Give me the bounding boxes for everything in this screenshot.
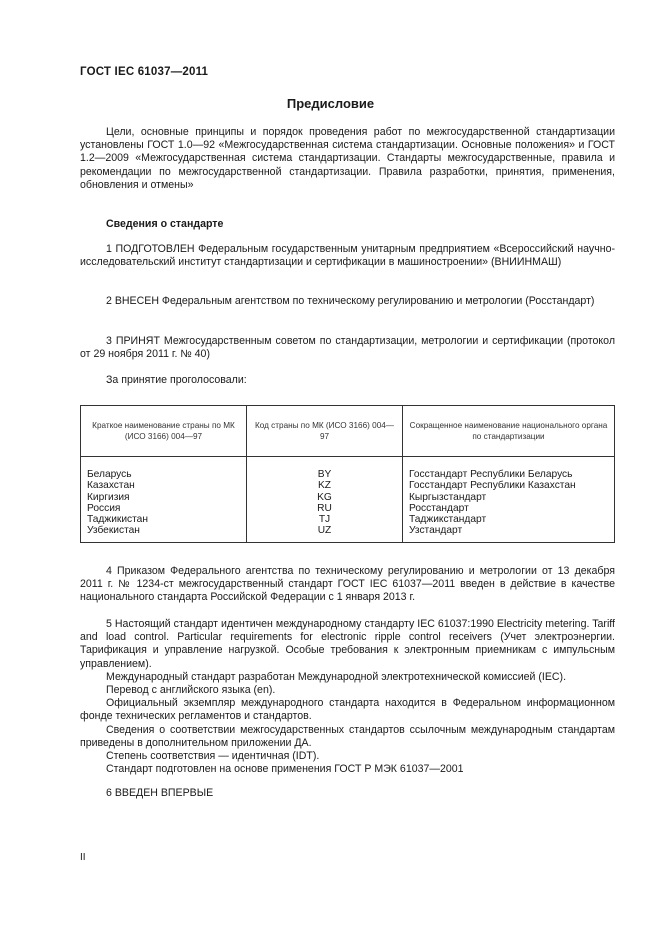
item-2-submitted: 2 ВНЕСЕН Федеральным агентством по техническому регулированию и метрологии (Росстандарт) (106, 295, 595, 307)
standards-body: Кыргызстандарт (409, 491, 487, 503)
item-5-section (80, 618, 615, 776)
item-5-translation: Перевод с английского языка (en). (106, 684, 276, 697)
page-title: Предисловие (286, 96, 375, 111)
country-code: BY (317, 469, 332, 480)
col-header-country-code: Код страны по МК (ИСО 3166) 004—97 (247, 406, 403, 457)
country-name: Россия (87, 502, 121, 514)
item-5-official-copy: Официальный экземпляр международного стандарта находится в Федеральном информационном фонде технических регламентов и стандартов. (80, 697, 615, 723)
item-4-order: 4 Приказом Федерального агентства по техническому регулированию и метрологии от 13 декабря 2011 г. № 1234-ст межгосударственный стандарт ГОСТ IEC 61037—2011 введен в действие в качестве национального стандарта Российской Федерации с 1 января 2013 г. (80, 565, 615, 604)
col-header-standards-body: Сокращенное наименование национального органа по стандартизации (403, 406, 615, 457)
country-code: RU (317, 502, 332, 514)
country-code: UZ (317, 525, 332, 537)
item-5-degree: Степень соответствия — идентичная (IDT). (106, 750, 320, 763)
item-3-adopted: 3 ПРИНЯТ Межгосударственным советом по стандартизации, метрологии и сертификации (протокол от 29 ноября 2011 г. № 40) (80, 335, 615, 361)
voting-countries-table (80, 405, 615, 543)
table-header-row (81, 406, 615, 457)
country-code: KG (317, 491, 332, 503)
item-5-identity: 5 Настоящий стандарт идентичен международному стандарту IEC 61037:1990 Electricity metering. Tariff and load control. Particular requirements for electronic ripple control receivers (Учет электроэнергии. Тарификация и управление нагрузкой. Особые требования к электронным приемникам с импульсным управлением). (80, 618, 615, 670)
standards-body: Госстандарт Республики Беларусь (409, 469, 573, 480)
country-name: Казахстан (87, 480, 135, 492)
country-name: Беларусь (87, 469, 132, 480)
item-6-introduced: 6 ВВЕДЕН ВПЕРВЫЕ (106, 787, 214, 799)
standards-body: Таджикстандарт (409, 514, 487, 526)
country-name: Киргизия (87, 491, 130, 503)
country-code-cell (247, 457, 403, 543)
country-name: Узбекистан (87, 525, 140, 537)
item-1-prepared: 1 ПОДГОТОВЛЕН Федеральным государственным унитарным предприятием «Всероссийский научно-исследовательский институт стандартизации и сертификации в машиностроении» (ВНИИНМАШ) (80, 243, 615, 269)
standards-body: Узстандарт (409, 525, 463, 537)
country-name-cell (81, 457, 247, 543)
standards-body: Росстандарт (409, 502, 469, 514)
item-5-basis: Стандарт подготовлен на основе применения ГОСТ Р МЭК 61037—2001 (106, 763, 464, 776)
table-row (81, 457, 615, 543)
country-code: TJ (318, 514, 331, 526)
country-name: Таджикистан (87, 514, 148, 526)
standards-body-cell (403, 457, 615, 543)
intro-paragraph: Цели, основные принципы и порядок проведения работ по межгосударственной стандартизации установлены ГОСТ 1.0—92 «Межгосударственная система стандартизации. Основные положения» и ГОСТ 1.2—2009 «Межгосударственная система стандартизации. Стандарты межгосударственные, правила и рекомендации по межгосударственной стандартизации. Правила разработки, принятия, применения, обновления и отмены» (80, 126, 615, 191)
item-5-developer: Международный стандарт разработан Международной электротехнической комиссией (IEC). (106, 670, 567, 683)
standards-body: Госстандарт Республики Казахстан (409, 480, 576, 492)
voted-label: За принятие проголосовали: (106, 374, 247, 386)
item-5-references: Сведения о соответствии межгосударственных стандартов ссылочным международным стандартам приведены в дополнительном приложении ДА. (80, 723, 615, 749)
page-number: II (80, 852, 86, 863)
standard-info-heading: Сведения о стандарте (106, 218, 224, 230)
document-id-header: ГОСТ IEC 61037—2011 (80, 66, 209, 78)
country-code: KZ (317, 480, 332, 492)
col-header-country-name: Краткое наименование страны по МК (ИСО 3166) 004—97 (81, 406, 247, 457)
